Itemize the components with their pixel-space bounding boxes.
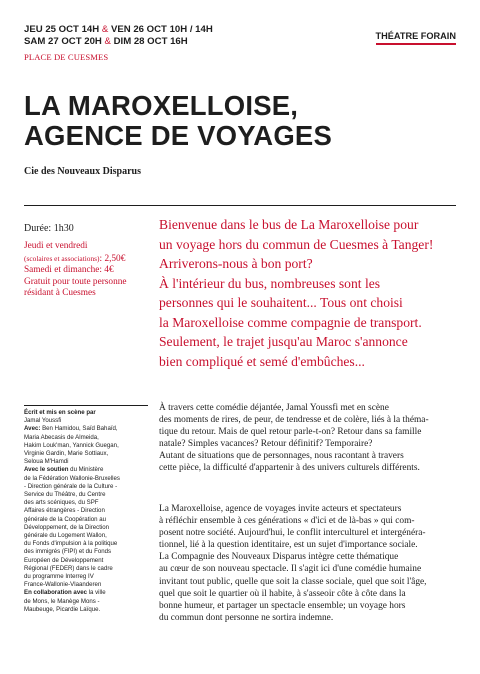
schedule <box>24 24 213 48</box>
credit-value: du Fonds d'impulsion à la politique <box>24 540 118 548</box>
credit-value: Développement, de la Direction <box>24 523 110 531</box>
credits <box>24 409 148 614</box>
body-line: La Compagnie des Nouveaux Disparus intègre cette thématique <box>159 552 399 563</box>
credit-label: Avec le soutien <box>24 466 69 474</box>
credit-value: - Direction générale de la Culture - <box>24 482 118 490</box>
intro-line: la Maroxelloise comme compagnie de transport. <box>159 314 422 330</box>
category-label: THÉATRE FORAIN <box>376 31 456 45</box>
date-thu: JEU 25 OCT 14H <box>24 24 100 35</box>
body-paragraph-1 <box>159 402 459 475</box>
venue: PLACE DE CUESMES <box>24 52 109 62</box>
credit-value: Virginie Gardin, Marie Sottiaux, <box>24 450 109 458</box>
price-line: Gratuit pour toute personne <box>24 276 127 287</box>
intro-line: bien compliqué et semé d'embûches... <box>159 353 365 369</box>
credit-value: des immigrés (FIPI) et du Fonds <box>24 548 112 556</box>
credit-value: de Mons, le Manège Mons - <box>24 597 100 605</box>
credit-value: Régional (FEDER) dans le cadre <box>24 564 113 572</box>
body-line: à réfléchir ensemble à ces générations « d'ici et de là-bas » qui com- <box>159 516 415 527</box>
price-note: (scolaires et associations) <box>24 253 100 263</box>
separator: & <box>104 36 111 47</box>
intro-line: À l'intérieur du bus, nombreuses sont les <box>159 275 381 291</box>
company-name: Cie des Nouveaux Disparus <box>24 166 141 177</box>
credit-value: des arts scéniques, du SPF <box>24 499 99 507</box>
date-sat: SAM 27 OCT 20H <box>24 36 102 47</box>
credit-value: Seloua M'Hamdi <box>24 458 69 466</box>
credit-value: du Ministère <box>68 466 104 474</box>
body-line: invitant tout public, quelle que soit la classe sociale, quel que soit l'âge, <box>159 576 427 587</box>
credit-value: Ben Hamidou, Saïd Bahaïd, <box>40 425 118 433</box>
title-line-2: AGENCE DE VOYAGES <box>24 120 333 151</box>
duration: Durée: 1h30 <box>24 223 74 234</box>
intro-paragraph <box>159 215 459 371</box>
intro-line: un voyage hors du commun de Cuesmes à Tanger! <box>159 236 434 252</box>
price-line <box>24 253 148 266</box>
title-line-1: LA MAROXELLOISE, <box>24 90 299 121</box>
body-line: bonne humeur, et partager un spectacle ensemble; un voyage hors <box>159 600 406 611</box>
credit-value: de la Fédération Wallonie-Bruxelles <box>24 474 120 482</box>
credit-value: la ville <box>87 589 106 597</box>
price-info <box>24 241 148 300</box>
credits-divider <box>24 405 148 406</box>
intro-line: Arriverons-nous à bon port? <box>159 256 313 271</box>
body-line: posent notre société. Aujourd'hui, le conflit interculturel et intergénéra- <box>159 528 426 539</box>
price-line: Samedi et dimanche: 4€ <box>24 265 114 276</box>
price-value: : 2,50€ <box>99 253 126 264</box>
credit-value: France-Wallonie-Vlaanderen <box>24 581 102 589</box>
body-line: À travers cette comédie déjantée, Jamal Youssfi met en scène <box>159 403 389 413</box>
body-line: des moments de rires, de peur, de tendresse et de colère, liés à la théma- <box>159 415 429 426</box>
intro-line: personnes qui le souhaitent... Tous ont choisi <box>159 295 403 310</box>
separator: & <box>101 24 109 35</box>
credit-value: Maria Abecasis de Almeida, <box>24 433 99 441</box>
date-fri: VEN 26 OCT 10H / 14H <box>110 24 213 35</box>
body-line: tionnel, lié à la question identitaire, est un sujet d'importance sociale. <box>159 540 418 551</box>
schedule-line-2 <box>24 36 213 48</box>
body-line: La Maroxelloise, agence de voyages invite acteurs et spectateurs <box>159 504 402 514</box>
credit-label: Avec: <box>24 425 41 433</box>
schedule-line-1 <box>24 24 213 36</box>
credit-value: Jamal Youssfi <box>24 417 62 425</box>
credit-value: générale du Logement Wallon, <box>24 532 107 540</box>
body-line: natale? Simples vacances? Retour définitif? Temporaire? <box>159 439 373 450</box>
credit-value: Européen de Développement <box>24 556 104 564</box>
price-line: Jeudi et vendredi <box>24 241 88 251</box>
body-line: Autant de situations que de personnages, nous racontant à travers <box>159 451 404 462</box>
page-title <box>24 91 332 151</box>
credit-value: du programme Interreg IV <box>24 573 94 581</box>
intro-line: Seulement, le trajet jusqu'au Maroc s'annonce <box>159 334 408 349</box>
body-line: tique du retour. Mais de quel retour parle-t-on? Retour dans sa famille <box>159 427 422 438</box>
body-line: cette pièce, la difficulté d'appartenir à des univers culturels différents. <box>159 463 420 474</box>
body-line: au cœur de son nouveau spectacle. Il s'agit ici d'une comédie humaine <box>159 564 422 575</box>
price-line: résidant à Cuesmes <box>24 288 96 299</box>
credit-value: Service du Théâtre, du Centre <box>24 491 106 499</box>
credit-label: Écrit et mis en scène par <box>24 409 96 416</box>
intro-line: Bienvenue dans le bus de La Maroxelloise pour <box>159 217 419 232</box>
credit-value: générale de la Coopération au <box>24 515 106 523</box>
credit-value: Hakim Louk'man, Yannick Guegan, <box>24 441 119 449</box>
divider <box>24 205 456 206</box>
date-sun: DIM 28 OCT 16H <box>113 36 188 47</box>
credit-value: Maubeuge, Picardie Laïque. <box>24 605 101 613</box>
body-line: du commun dont personne ne sortira indemne. <box>159 612 334 623</box>
credit-label: En collaboration avec <box>24 589 87 597</box>
body-line: quel que soit le quartier où il habite, à s'asseoir côte à côte dans la <box>159 588 406 599</box>
credit-value: Affaires étrangères - Direction <box>24 507 105 515</box>
body-paragraph-2 <box>159 503 459 624</box>
